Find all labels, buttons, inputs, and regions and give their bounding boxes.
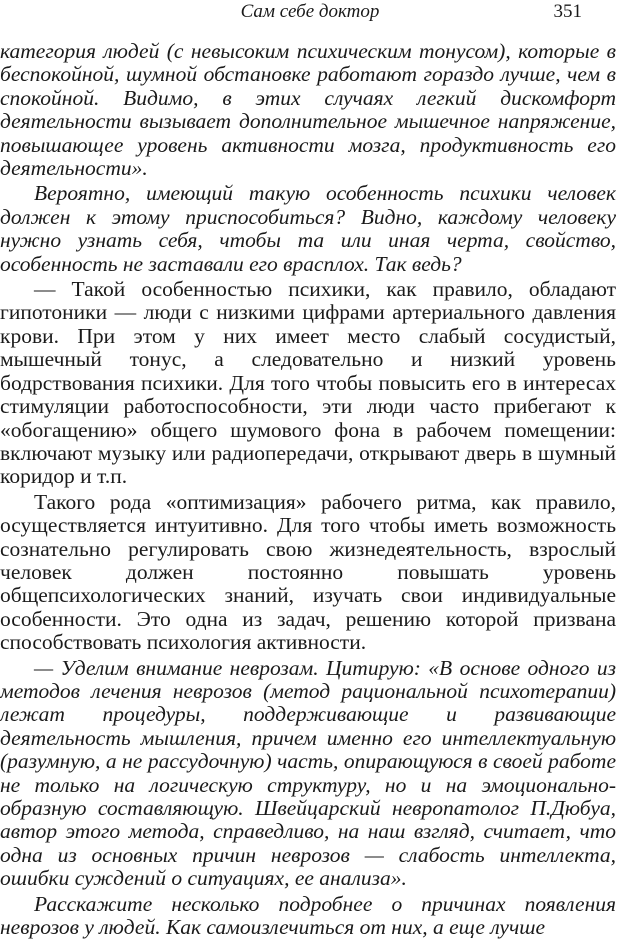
paragraph-question: Вероятно, имеющий такую особенность психики человек должен к этому приспособиться? Видно, каждому человеку нужно узнать себя, чтобы та или иная черта, свойство, особенность не заставали его врасплох. Так ведь? [0, 181, 616, 276]
paragraph-quote-end: категория людей (с невысоким психическим тонусом), которые в беспокойной, шумной обстановке работают гораздо лучше, чем в спокойной. Видимо, в этих случаях легкий дискомфорт деятельности вызывает дополнительное мышечное напряжение, повышающее уровень активности мозга, продуктивность его деятельности». [0, 39, 616, 181]
paragraph-neuroses-question: Расскажите несколько подробнее о причинах появления неврозов у людей. Как самоизлечиться от них, а еще лучше [0, 891, 616, 939]
page-header [0, 0, 620, 30]
body-text [0, 40, 616, 939]
paragraph-neuroses-quote: — Уделим внимание неврозам. Цитирую: «В основе одного из методов лечения неврозов (метод рациональной психотерапии) лежат процедуры, поддерживающие и развивающие деятельность мышления, причем именно его интеллектуальную (разумную, а не рассудочную) часть, опирающуюся в своей работе не только на логическую структуру, но и на эмоционально-образную составляющую. Швейцарский невропатолог П.Дюбуа, автор этого метода, справедливо, на наш взгляд, считает, что одна из основных причин неврозов — слабость интеллекта, ошибки суждений о ситуациях, ее анализа». [0, 655, 616, 891]
running-title: Сам себе доктор [240, 1, 380, 22]
page-number: 351 [553, 1, 582, 22]
paragraph-answer-hypotonics: — Такой особенностью психики, как правило, обладают гипотоники — люди с низкими цифрами артериального давления крови. При этом у них имеет место слабый сосудистый, мышечный тонус, а следовательно и низкий уровень бодрствования психики. Для того чтобы повысить его в интересах стимуляции работоспособности, эти люди часто прибегают к «обогащению» общего шумового фона в рабочем помещении: включают музыку или радиопередачи, открывают дверь в шумный коридор и т.п. [0, 277, 616, 489]
paragraph-optimization: Такого рода «оптимизация» рабочего ритма, как правило, осуществляется интуитивно. Для того чтобы иметь возможность сознательно регулировать свою жизнедеятельность, взрослый человек должен постоянно повышать уровень общепсихологических знаний, изучать свои индивидуальные особенности. Это одна из задач, решению которой призвана способствовать психология активности. [0, 489, 616, 655]
